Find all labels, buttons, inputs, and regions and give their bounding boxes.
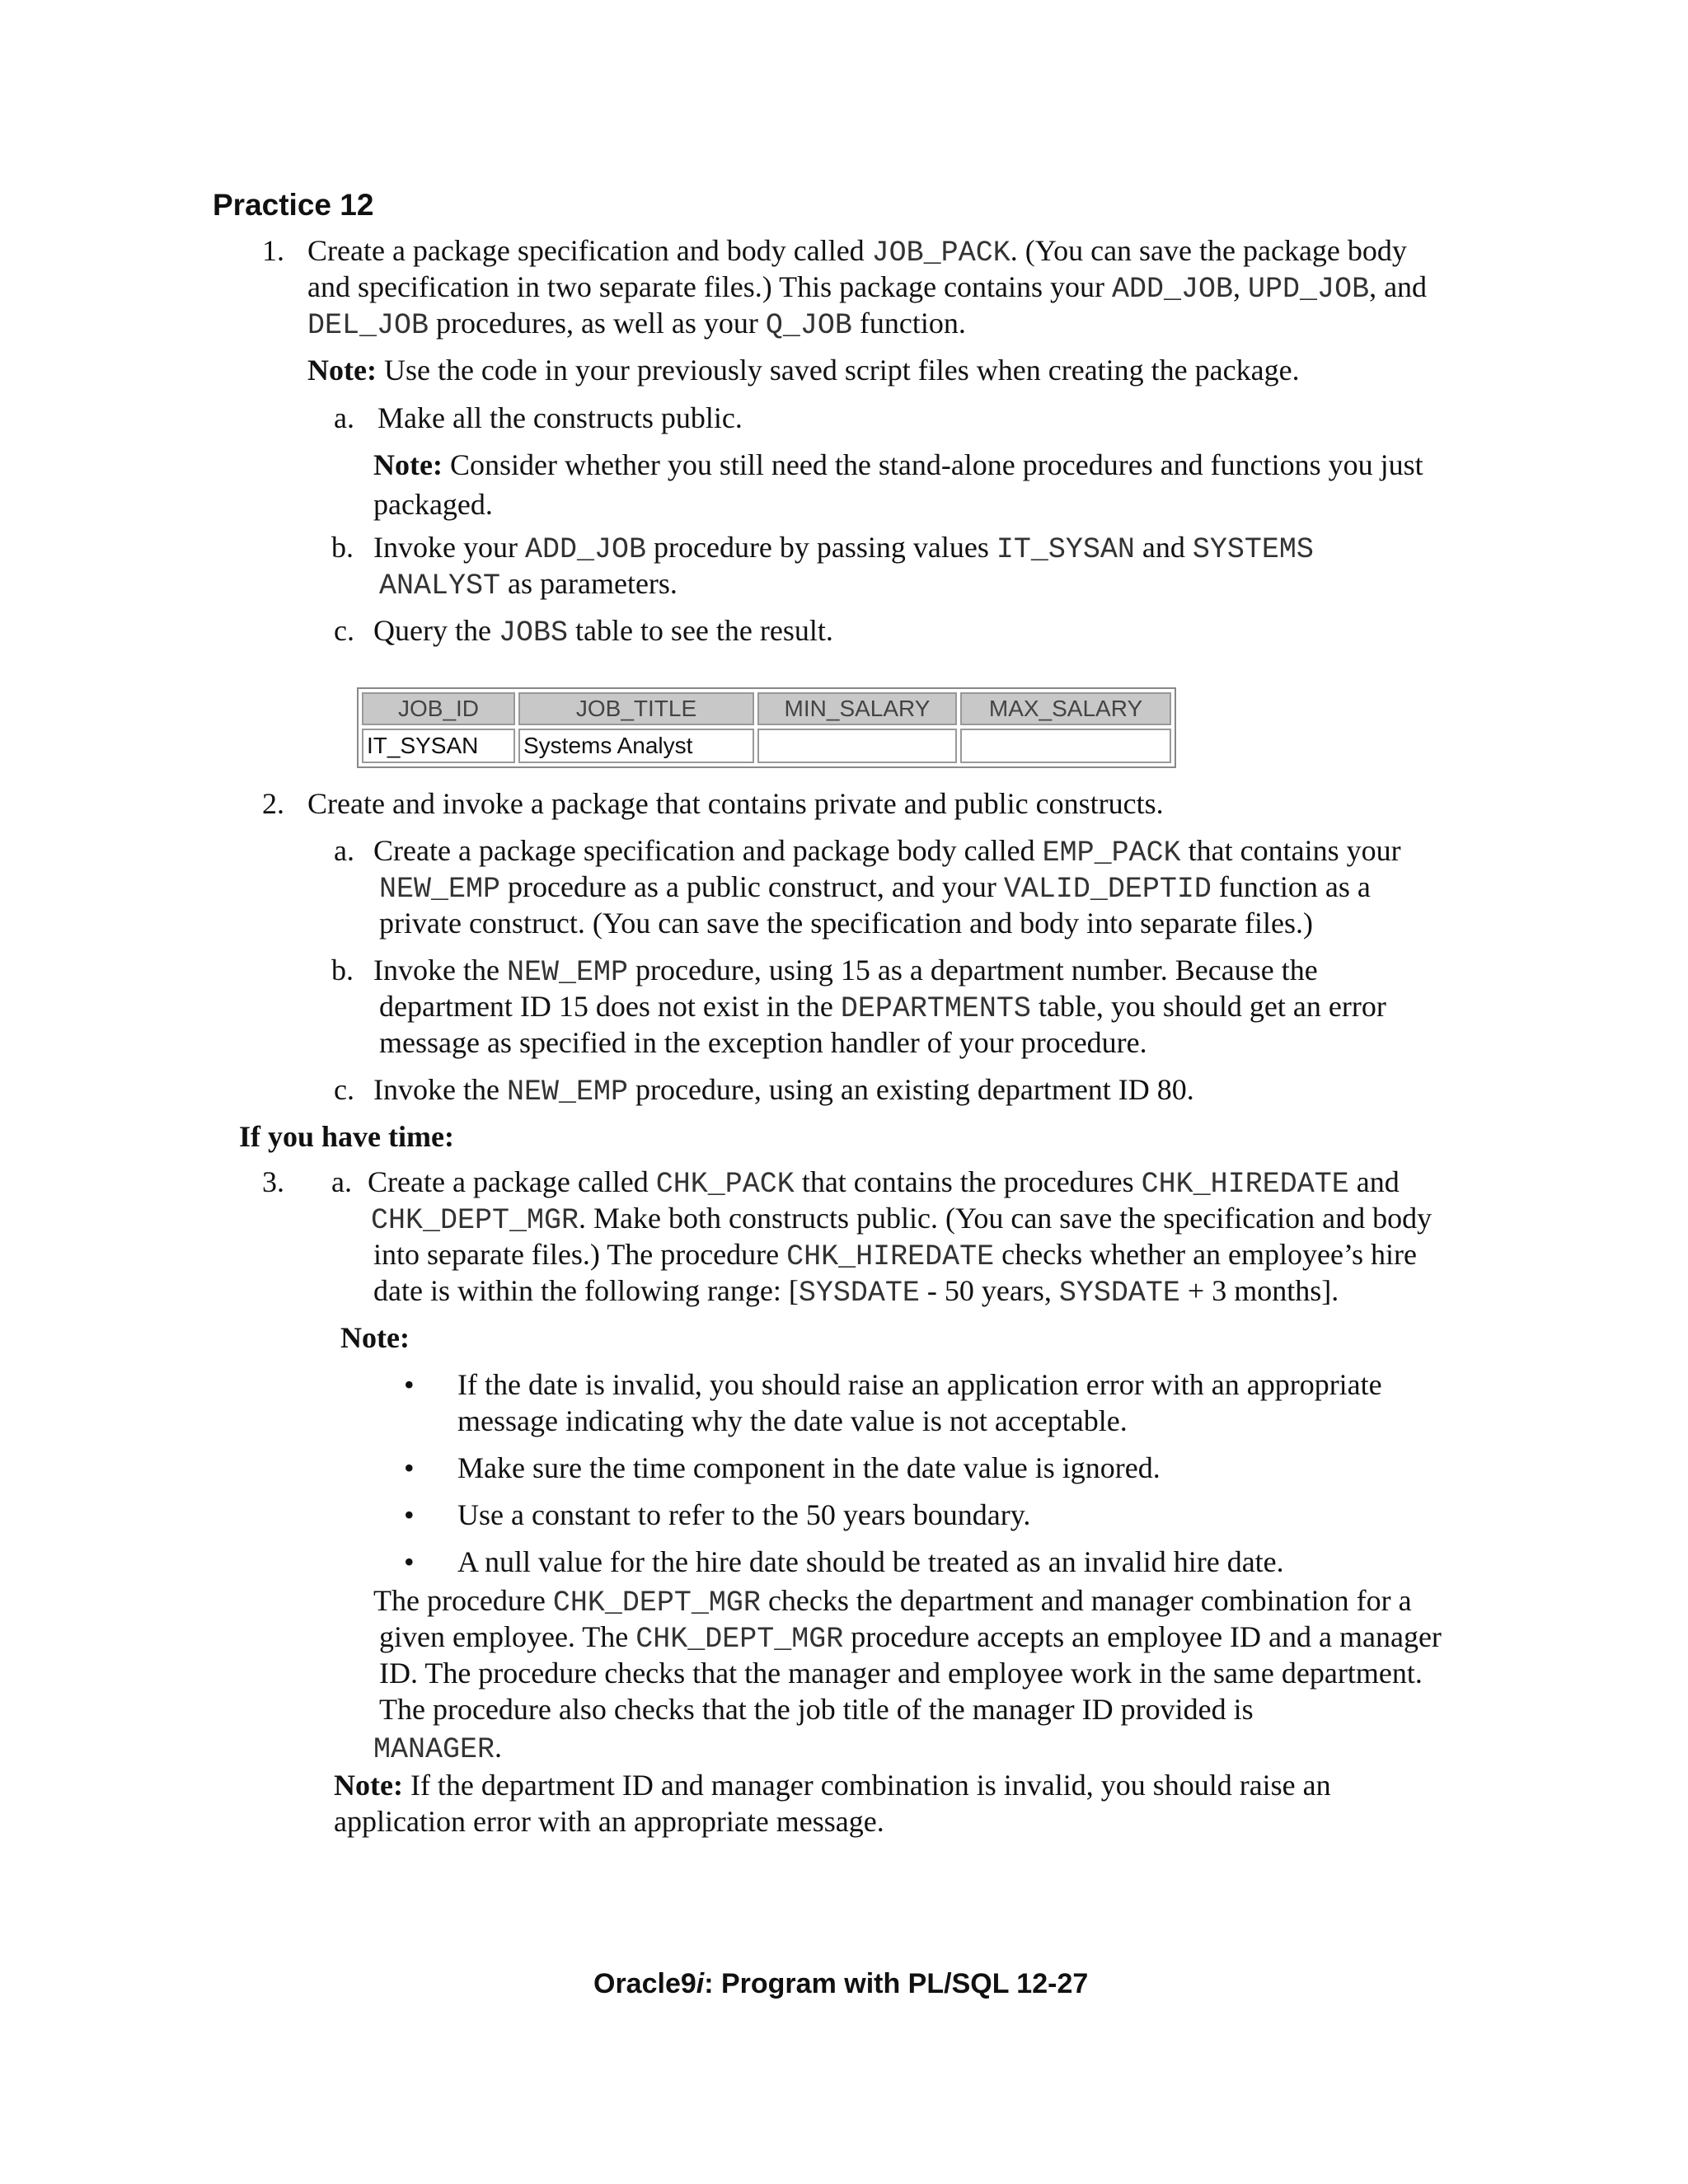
q1-number: 1.: [262, 234, 284, 267]
q1b-line-1: Invoke your ADD_JOB procedure by passing values IT_SYSAN and SYSTEMS: [373, 531, 1314, 566]
q2a-label: a.: [334, 834, 354, 867]
page-footer: Oracle9i: Program with PL/SQL 12-27: [593, 1968, 1089, 1999]
q2b-line-3: message as specified in the exception handler of your procedure.: [379, 1026, 1147, 1059]
q3a-line-3: into separate files.) The procedure CHK_HIREDATE checks whether an employee’s hire: [373, 1238, 1417, 1273]
q1a-note: Note: Consider whether you still need the stand-alone procedures and functions you just: [373, 448, 1423, 481]
column-header: JOB_TITLE: [518, 692, 754, 725]
q1b-label: b.: [331, 531, 354, 564]
column-header: MAX_SALARY: [960, 692, 1171, 725]
q1b-line-2: ANALYST as parameters.: [379, 567, 678, 602]
column-header: MIN_SALARY: [757, 692, 957, 725]
table-header-row: [362, 692, 1171, 725]
q2b-label: b.: [331, 954, 354, 987]
q2b-line-2: department ID 15 does not exist in the DEPARTMENTS table, you should get an error: [379, 990, 1386, 1025]
if-you-have-time-heading: If you have time:: [239, 1120, 454, 1153]
q1a-label: a.: [334, 401, 354, 434]
q2a-line-1: Create a package specification and package body called EMP_PACK that contains your: [373, 834, 1401, 869]
page-title: Practice 12: [213, 188, 374, 222]
q3-note-2-cont: application error with an appropriate message.: [334, 1805, 884, 1838]
q3-para-line-4: The procedure also checks that the job title of the manager ID provided is: [379, 1693, 1254, 1726]
bullet-icon: •: [404, 1545, 415, 1578]
q2a-line-2: NEW_EMP procedure as a public construct, and your VALID_DEPTID function as a: [379, 870, 1371, 906]
q1a-text: Make all the constructs public.: [377, 401, 743, 434]
table-row: [362, 729, 1171, 763]
list-item: If the date is invalid, you should raise an application error with an appropriate: [457, 1368, 1382, 1401]
q3a-line-1: Create a package called CHK_PACK that contains the procedures CHK_HIREDATE and: [368, 1165, 1400, 1201]
bullet-icon: •: [404, 1451, 415, 1484]
table-cell: [757, 729, 957, 763]
table-cell: [960, 729, 1171, 763]
list-item: Use a constant to refer to the 50 years boundary.: [457, 1498, 1031, 1531]
q2a-line-3: private construct. (You can save the specification and body into separate files.): [379, 907, 1313, 940]
q3-para-line-1: The procedure CHK_DEPT_MGR checks the department and manager combination for a: [373, 1584, 1412, 1619]
q1-line-1: Create a package specification and body called JOB_PACK. (You can save the package body: [307, 234, 1407, 269]
q2-number: 2.: [262, 787, 284, 820]
q3a-label: a.: [331, 1165, 352, 1198]
list-item: A null value for the hire date should be treated as an invalid hire date.: [457, 1545, 1284, 1578]
list-item: message indicating why the date value is not acceptable.: [457, 1404, 1128, 1437]
list-item: Make sure the time component in the date value is ignored.: [457, 1451, 1160, 1484]
bullet-icon: •: [404, 1498, 415, 1531]
q2c-label: c.: [334, 1073, 354, 1106]
q1c-line: Query the JOBS table to see the result.: [373, 614, 833, 649]
q3a-line-2: CHK_DEPT_MGR. Make both constructs public. (You can save the specification and body: [371, 1202, 1432, 1237]
jobs-result-table: [357, 687, 1176, 768]
q3-note-label: Note:: [340, 1321, 410, 1354]
q1-note: Note: Use the code in your previously saved script files when creating the package.: [307, 354, 1300, 387]
q1c-label: c.: [334, 614, 354, 647]
q2-text: Create and invoke a package that contains private and public constructs.: [307, 787, 1164, 820]
q2b-line-1: Invoke the NEW_EMP procedure, using 15 as a department number. Because the: [373, 954, 1318, 989]
bullet-icon: •: [404, 1368, 415, 1401]
q3-number: 3.: [262, 1165, 284, 1198]
table-cell: Systems Analyst: [518, 729, 754, 763]
table-cell: IT_SYSAN: [362, 729, 515, 763]
q2c-line: Invoke the NEW_EMP procedure, using an existing department ID 80.: [373, 1073, 1194, 1108]
column-header: JOB_ID: [362, 692, 515, 725]
q1-line-2: and specification in two separate files.) This package contains your ADD_JOB, UPD_JOB, and: [307, 270, 1428, 306]
q3-para-line-3: ID. The procedure checks that the manager and employee work in the same department.: [379, 1657, 1423, 1690]
q3-para-line-5: MANAGER.: [373, 1731, 503, 1766]
q3-note-2: Note: If the department ID and manager combination is invalid, you should raise an: [334, 1769, 1331, 1802]
q3a-line-4: date is within the following range: [SYSDATE - 50 years, SYSDATE + 3 months].: [373, 1274, 1339, 1310]
q1a-note-cont: packaged.: [373, 488, 493, 521]
q3-para-line-2: given employee. The CHK_DEPT_MGR procedure accepts an employee ID and a manager: [379, 1620, 1442, 1656]
q1-line-3: DEL_JOB procedures, as well as your Q_JOB function.: [307, 307, 966, 342]
